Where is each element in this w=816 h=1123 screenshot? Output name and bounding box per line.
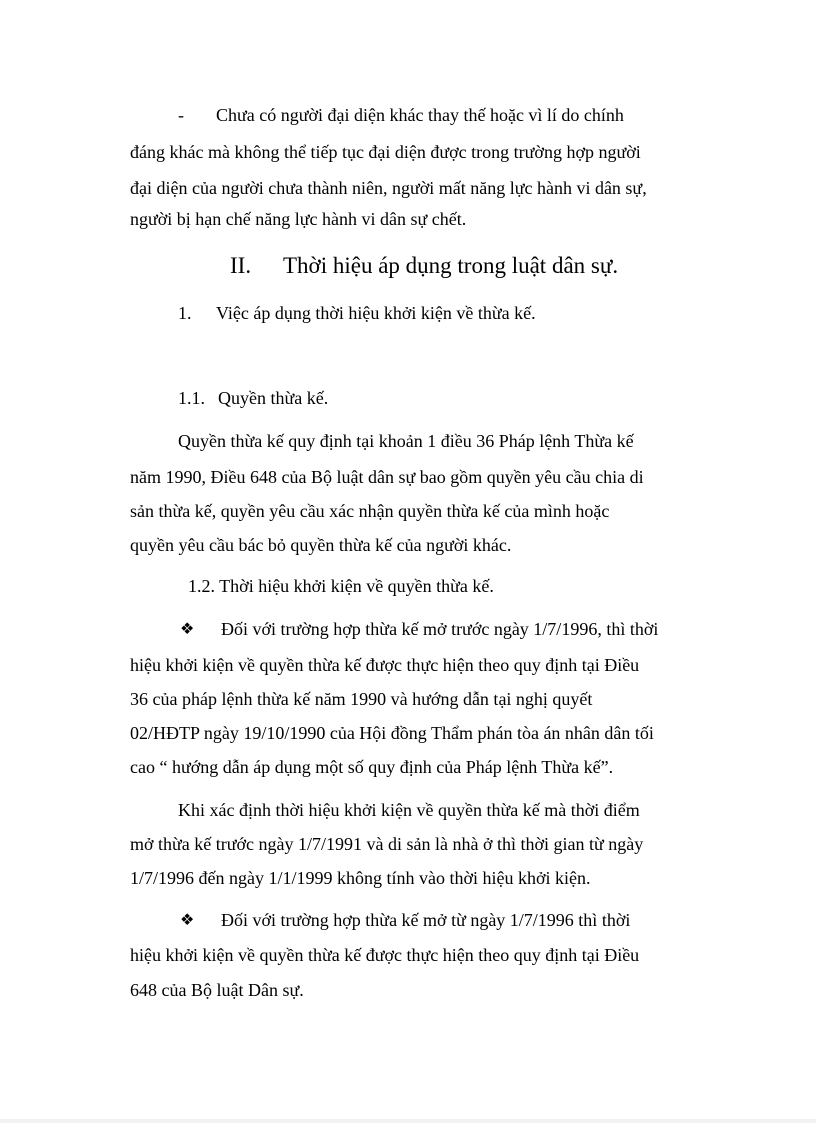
text-line: 02/HĐTP ngày 19/10/1990 của Hội đồng Thẩm phán tòa án nhân dân tối xyxy=(130,723,654,743)
text-line: 1/7/1996 đến ngày 1/1/1999 không tính vào thời hiệu khởi kiện. xyxy=(130,868,591,888)
text-line: 36 của pháp lệnh thừa kế năm 1990 và hướng dẫn tại nghị quyết xyxy=(130,689,593,709)
text-line: mở thừa kế trước ngày 1/7/1991 và di sản là nhà ở thì thời gian từ ngày xyxy=(130,834,644,854)
item-number: 1. xyxy=(178,303,192,323)
text-line: Quyền thừa kế quy định tại khoản 1 điều 36 Pháp lệnh Thừa kế xyxy=(178,431,634,451)
text-line: sản thừa kế, quyền yêu cầu xác nhận quyền thừa kế của mình hoặc xyxy=(130,501,610,521)
text-line: 648 của Bộ luật Dân sự. xyxy=(130,980,304,1000)
diamond-bullet-icon: ❖ xyxy=(180,910,195,929)
diamond-bullet-icon: ❖ xyxy=(180,619,195,638)
text-line: cao “ hướng dẫn áp dụng một số quy định của Pháp lệnh Thừa kế”. xyxy=(130,757,614,777)
subitem-heading: 1.2. Thời hiệu khởi kiện về quyền thừa kế. xyxy=(188,576,494,596)
section-number: II. xyxy=(230,253,252,278)
text-line: Đối với trường hợp thừa kế mở trước ngày 1/7/1996, thì thời xyxy=(221,619,659,639)
text-line: Đối với trường hợp thừa kế mở từ ngày 1/7/1996 thì thời xyxy=(221,910,631,930)
text-line: hiệu khởi kiện về quyền thừa kế được thực hiện theo quy định tại Điều xyxy=(130,655,640,675)
dash-marker: - xyxy=(178,105,184,125)
text-line: đại diện của người chưa thành niên, người mất năng lực hành vi dân sự, xyxy=(130,178,647,198)
subitem-heading: Quyền thừa kế. xyxy=(218,388,329,408)
item-heading: Việc áp dụng thời hiệu khởi kiện về thừa kế. xyxy=(216,303,536,323)
text-line: quyền yêu cầu bác bỏ quyền thừa kế của người khác. xyxy=(130,535,512,555)
page-bottom-edge xyxy=(0,1119,816,1123)
text-line: đáng khác mà không thể tiếp tục đại diện được trong trường hợp người xyxy=(130,142,641,162)
subitem-number: 1.1. xyxy=(178,388,205,408)
section-heading: Thời hiệu áp dụng trong luật dân sự. xyxy=(283,253,619,278)
text-line: Khi xác định thời hiệu khởi kiện về quyền thừa kế mà thời điểm xyxy=(178,800,640,820)
text-line: hiệu khởi kiện về quyền thừa kế được thực hiện theo quy định tại Điều xyxy=(130,945,640,965)
text-line: Chưa có người đại diện khác thay thế hoặc vì lí do chính xyxy=(216,105,624,125)
text-line: người bị hạn chế năng lực hành vi dân sự chết. xyxy=(130,209,467,229)
text-line: năm 1990, Điều 648 của Bộ luật dân sự bao gồm quyền yêu cầu chia di xyxy=(130,467,644,487)
